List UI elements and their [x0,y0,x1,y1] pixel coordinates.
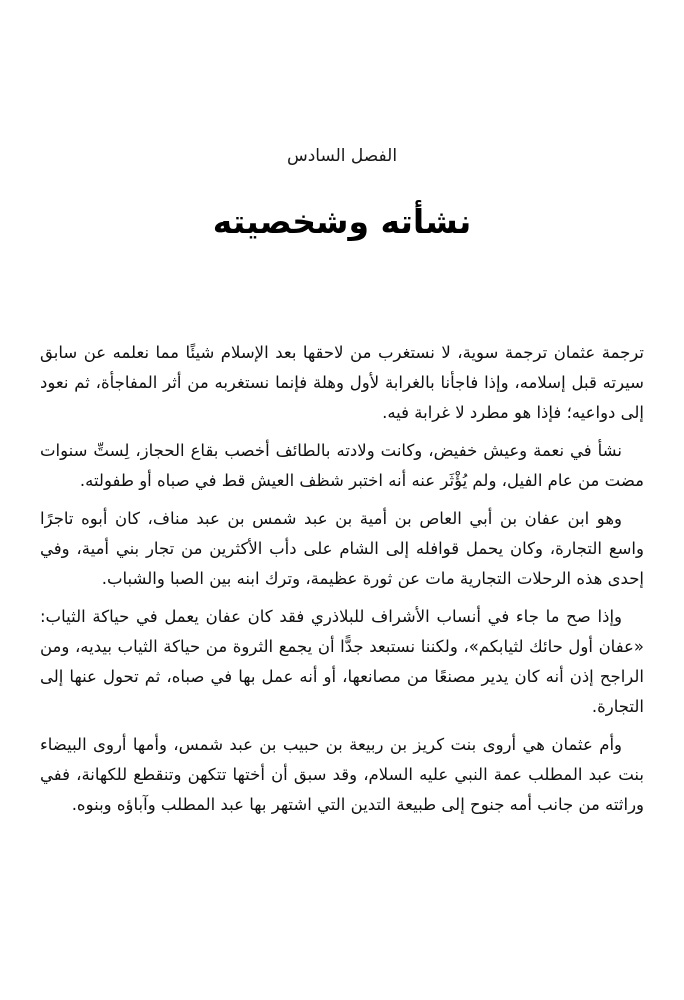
paragraph: نشأ في نعمة وعيش خفيض، وكانت ولادته بالطائف أخصب بقاع الحجاز، لِستِّ سنوات مضت من عام الفيل، ولم يُؤْثَر عنه أنه اختبر شظف العيش قط في صباه أو طفولته. [40,441,644,490]
chapter-label: الفصل السادس [286,146,398,166]
chapter-body [40,338,644,828]
paragraph: ترجمة عثمان ترجمة سوية، لا نستغرب من لاحقها بعد الإسلام شيئًا مما نعلمه عن سابق سيرته قبل إسلامه، وإذا فاجأنا بالغرابة لأول وهلة فإنما نستغربه من أثر المفاجأة، ثم نعود إلى دواعيه؛ فإذا هو مطرد لا غرابة فيه. [40,343,644,422]
chapter-title: نشأته وشخصيته [212,202,472,241]
paragraph: وإذا صح ما جاء في أنساب الأشراف للبلاذري فقد كان عفان يعمل في حياكة الثياب: «عفان أول حائك لثيابكم»، ولكننا نستبعد جدًّا أن يجمع الثروة من حياكة الثياب بيديه، ومن الراجح إذن أنه كان يدير مصنعًا من مصانعها، أو أنه عمل بها في صباه، ثم تحول عنها إلى التجارة. [40,607,644,716]
paragraph: وأم عثمان هي أروى بنت كريز بن ربيعة بن حبيب بن عبد شمس، وأمها أروى البيضاء بنت عبد المطلب عمة النبي عليه السلام، وقد سبق أن أختها تتكهن وتنقطع للكهانة، ففي وراثته من جانب أمه جنوح إلى طبيعة التدين التي اشتهر بها عبد المطلب وآباؤه وبنوه. [40,735,644,814]
paragraph: وهو ابن عفان بن أبي العاص بن أمية بن عبد شمس بن عبد مناف، كان أبوه تاجرًا واسع التجارة، وكان يحمل قوافله إلى الشام على دأب الأكثرين من تجار بني أمية، وفي إحدى هذه الرحلات التجارية مات عن ثورة عظيمة، وترك ابنه بين الصبا والشباب. [40,509,644,588]
